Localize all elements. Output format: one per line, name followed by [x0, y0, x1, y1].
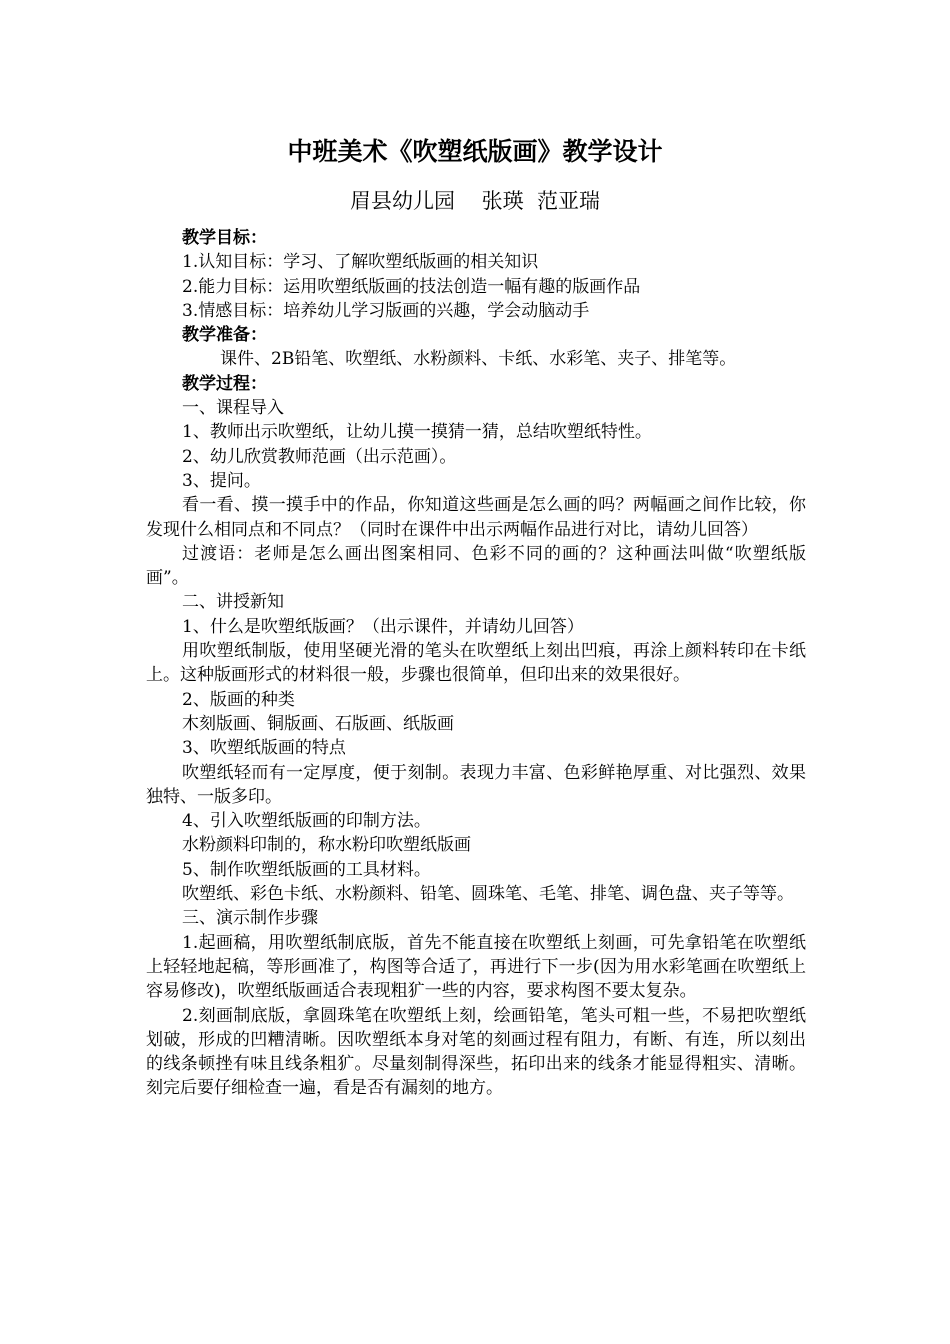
paragraph: 吹塑纸轻而有一定厚度，便于刻制。表现力丰富、色彩鲜艳厚重、对比强烈、效果独特、一版多印。	[146, 762, 806, 807]
preparation-heading: 教学准备：	[182, 325, 267, 346]
objectives-heading: 教学目标：	[182, 228, 267, 248]
section-item: 3、提问。	[182, 470, 261, 491]
paragraph: 过渡语：老师是怎么画出图案相同、色彩不同的画的？这种画法叫做“吹塑纸版画”。	[146, 543, 806, 589]
document-title: 中班美术《吹塑纸版画》教学设计	[287, 137, 663, 166]
section-item: 木刻版画、铜版画、石版画、纸版画	[182, 713, 454, 734]
section-item: 水粉颜料印制的，称水粉印吹塑纸版画	[182, 835, 471, 856]
section-item: 1、什么是吹塑纸版画？（出示课件，并请幼儿回答）	[182, 616, 584, 637]
author-spacer	[455, 189, 482, 213]
section-title: 二、讲授新知	[182, 592, 284, 613]
paragraph: 吹塑纸、彩色卡纸、水粉颜料、铅笔、圆珠笔、毛笔、排笔、调色盘、夹子等等。	[182, 884, 794, 905]
section-item: 2、版画的种类	[182, 689, 295, 710]
section-item: 5、制作吹塑纸版画的工具材料。	[182, 859, 431, 880]
objective-item: 1.认知目标：学习、了解吹塑纸版画的相关知识	[182, 252, 539, 273]
section-title: 一、课程导入	[182, 398, 284, 419]
objective-item: 2.能力目标：运用吹塑纸版画的技法创造一幅有趣的版画作品	[182, 276, 641, 297]
author-teachers: 张瑛 范亚瑞	[481, 189, 601, 213]
paragraph: 1.起画稿，用吹塑纸制底版，首先不能直接在吹塑纸上刻画，可先拿铅笔在吹塑纸上轻轻地起稿，等形画准了，构图等合适了，再进行下一步(因为用水彩笔画在吹塑纸上容易修改)，吹塑纸版画适合表现粗犷一些的内容，要求构图不要太复杂。	[146, 932, 806, 1002]
document-body	[146, 226, 806, 1101]
paragraph: 2.刻画制底版，拿圆珠笔在吹塑纸上刻，绘画铅笔，笔头可粗一些，不易把吹塑纸划破，形成的凹糟清晰。因吹塑纸本身对笔的刻画过程有阻力，有断、有连，所以刻出的线条顿挫有味且线条粗犷。尽量刻制得深些，拓印出来的线条才能显得粗实、清晰。刻完后要仔细检查一遍，看是否有漏刻的地方。	[146, 1005, 806, 1099]
preparation-text: 课件、2B铅笔、吹塑纸、水粉颜料、卡纸、水彩笔、夹子、排笔等。	[220, 349, 737, 370]
paragraph: 看一看、摸一摸手中的作品，你知道这些画是怎么画的吗？两幅画之间作比较，你发现什么相同点和不同点？（同时在课件中出示两幅作品进行对比，请幼儿回答）	[146, 495, 806, 540]
author-school: 眉县幼儿园	[349, 189, 455, 213]
section-title: 三、演示制作步骤	[182, 908, 318, 929]
author-line	[0, 186, 950, 216]
process-heading: 教学过程：	[182, 373, 267, 394]
section-item: 2、幼儿欣赏教师范画（出示范画）。	[182, 446, 457, 467]
section-item: 3、吹塑纸版画的特点	[182, 738, 346, 759]
section-item: 4、引入吹塑纸版画的印制方法。	[182, 811, 431, 832]
objective-item: 3.情感目标：培养幼儿学习版画的兴趣，学会动脑动手	[182, 300, 590, 321]
paragraph: 用吹塑纸制版，使用坚硬光滑的笔头在吹塑纸上刻出凹痕，再涂上颜料转印在卡纸上。这种版画形式的材料很一般，步骤也很简单，但印出来的效果很好。	[146, 641, 806, 686]
section-item: 1、教师出示吹塑纸，让幼儿摸一摸猜一猜，总结吹塑纸特性。	[182, 422, 652, 443]
